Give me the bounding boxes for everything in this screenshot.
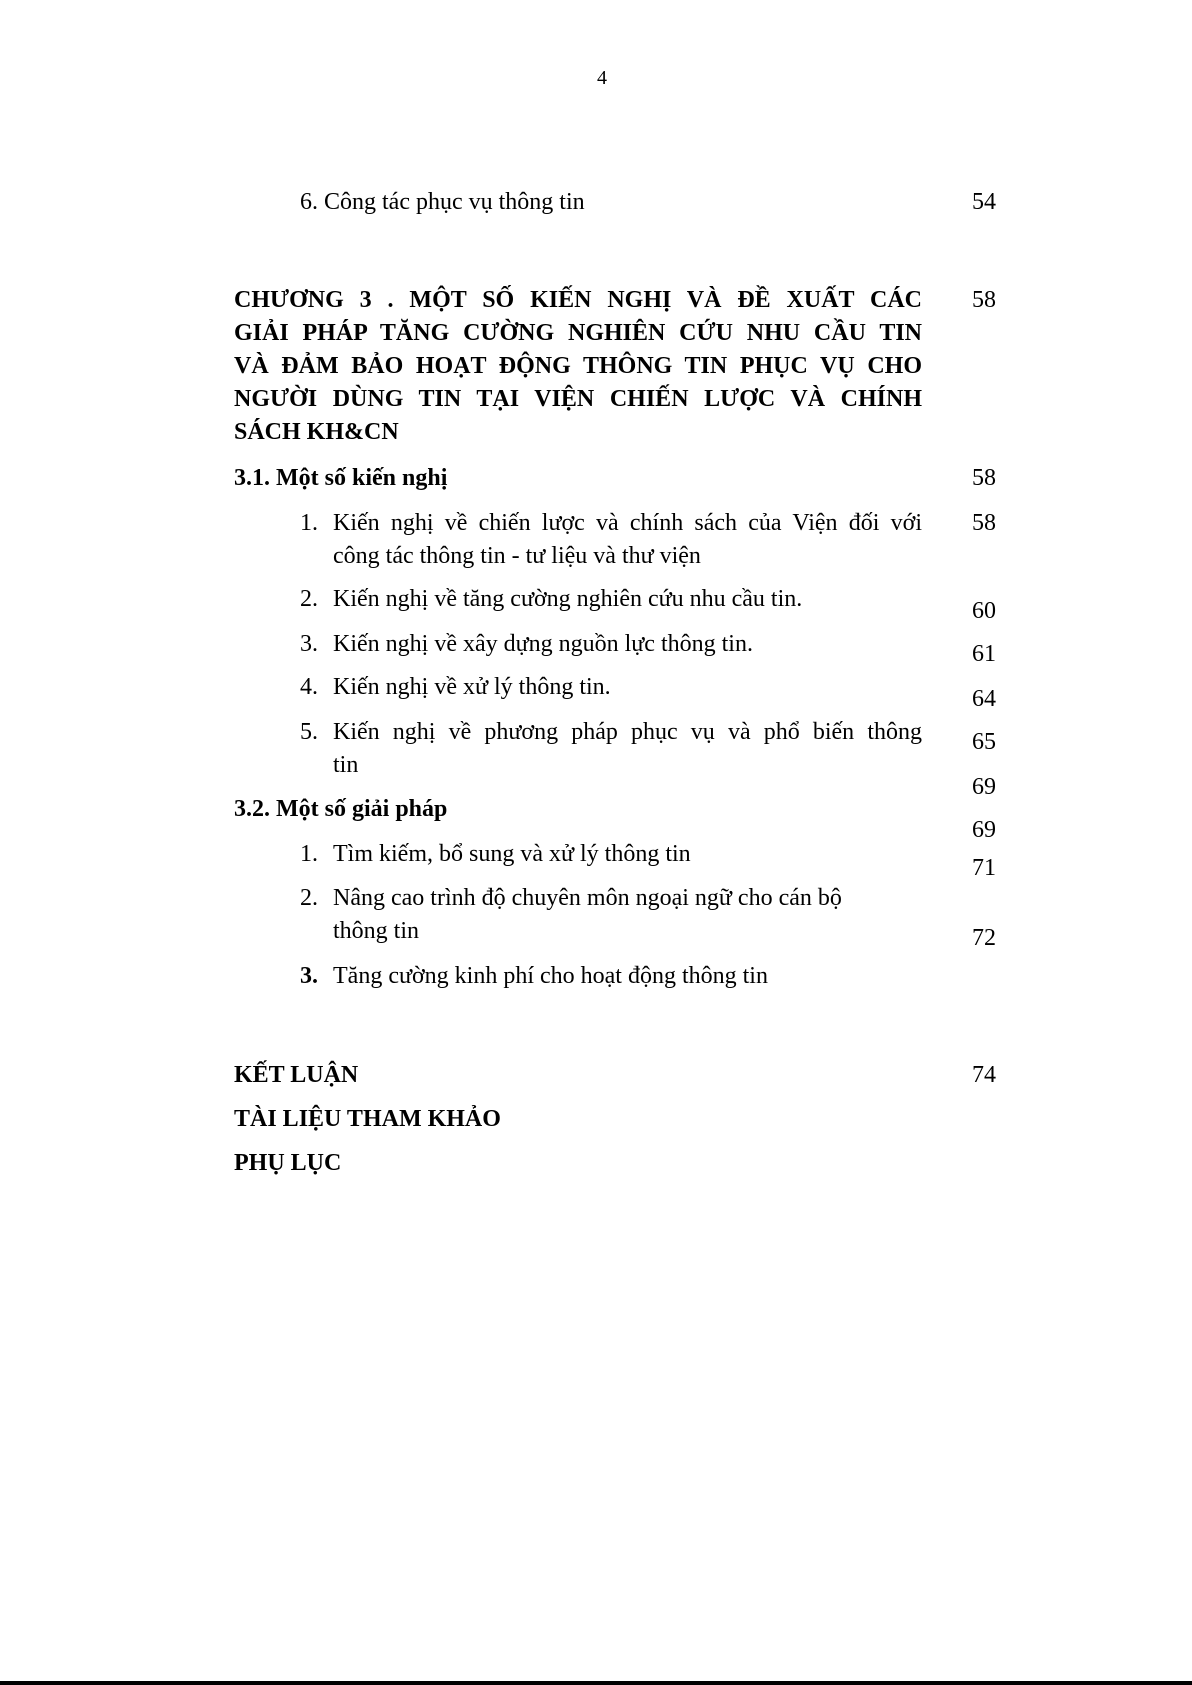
toc-entry-6-page: 54 <box>972 189 996 215</box>
conclusion-page: 74 <box>972 1062 996 1088</box>
section-3-1-page: 58 <box>972 465 996 491</box>
s32-item-1-num: 1. <box>300 841 318 867</box>
chapter-3-page: 58 <box>972 287 996 313</box>
s31-item-3-page: 61 <box>972 641 996 667</box>
s32-item-2-page: 71 <box>972 855 996 881</box>
page-number: 4 <box>597 67 607 89</box>
s31-item-2-page: 60 <box>972 598 996 624</box>
s31-item-1-page: 58 <box>972 510 996 536</box>
chapter-3-line-2: GIẢI PHÁP TĂNG CƯỜNG NGHIÊN CỨU NHU CẦU TIN <box>234 320 922 346</box>
s31-item-1-line-1[interactable]: Kiến nghị về chiến lược và chính sách của Viện đối với <box>333 510 922 536</box>
chapter-3-line-3: VÀ ĐẢM BẢO HOẠT ĐỘNG THÔNG TIN PHỤC VỤ CHO <box>234 353 922 379</box>
s31-item-4-page: 64 <box>972 686 996 712</box>
chapter-3-line-1: CHƯƠNG 3 . MỘT SỐ KIẾN NGHỊ VÀ ĐỀ XUẤT CÁC <box>234 287 922 313</box>
s31-item-4-num: 4. <box>300 674 318 700</box>
chapter-3-heading[interactable] <box>234 284 922 449</box>
s31-item-5-num: 5. <box>300 719 318 745</box>
section-3-2-title[interactable]: 3.2. Một số giải pháp <box>234 796 448 822</box>
s31-item-1-line-2[interactable]: công tác thông tin - tư liệu và thư viện <box>333 543 701 569</box>
s32-item-2-num: 2. <box>300 885 318 911</box>
s32-item-2-line-1[interactable]: Nâng cao trình độ chuyên môn ngoại ngữ cho cán bộ <box>333 885 842 911</box>
s31-item-2-num: 2. <box>300 586 318 612</box>
s31-item-2-title[interactable]: Kiến nghị về tăng cường nghiên cứu nhu cầu tin. <box>333 586 803 612</box>
s32-item-3-title[interactable]: Tăng cường kinh phí cho hoạt động thông tin <box>333 963 768 989</box>
s31-item-5-line-1[interactable]: Kiến nghị về phương pháp phục vụ và phổ biến thông <box>333 719 922 745</box>
s32-item-1-page: 69 <box>972 817 996 843</box>
appendix-title[interactable]: PHỤ LỤC <box>234 1150 342 1176</box>
s31-item-3-num: 3. <box>300 631 318 657</box>
s32-item-3-page: 72 <box>972 925 996 951</box>
references-title[interactable]: TÀI LIỆU THAM KHẢO <box>234 1106 501 1132</box>
s31-item-1-num: 1. <box>300 510 318 536</box>
s31-item-4-title[interactable]: Kiến nghị về xử lý thông tin. <box>333 674 611 700</box>
s31-item-5-line-2[interactable]: tin <box>333 752 359 778</box>
section-3-2-page: 69 <box>972 774 996 800</box>
s31-item-3-title[interactable]: Kiến nghị về xây dựng nguồn lực thông tin. <box>333 631 753 657</box>
chapter-3-line-5: SÁCH KH&CN <box>234 419 399 445</box>
s31-item-5-page: 65 <box>972 729 996 755</box>
s32-item-3-num: 3. <box>300 963 318 989</box>
s32-item-2-line-2[interactable]: thông tin <box>333 918 420 944</box>
s32-item-1-title[interactable]: Tìm kiếm, bổ sung và xử lý thông tin <box>333 841 691 867</box>
toc-entry-6-title[interactable]: 6. Công tác phục vụ thông tin <box>300 189 585 215</box>
section-3-1-title[interactable]: 3.1. Một số kiến nghị <box>234 465 448 491</box>
conclusion-title[interactable]: KẾT LUẬN <box>234 1062 359 1088</box>
bottom-border <box>0 1681 1192 1685</box>
chapter-3-line-4: NGƯỜI DÙNG TIN TẠI VIỆN CHIẾN LƯỢC VÀ CHÍNH <box>234 386 922 412</box>
